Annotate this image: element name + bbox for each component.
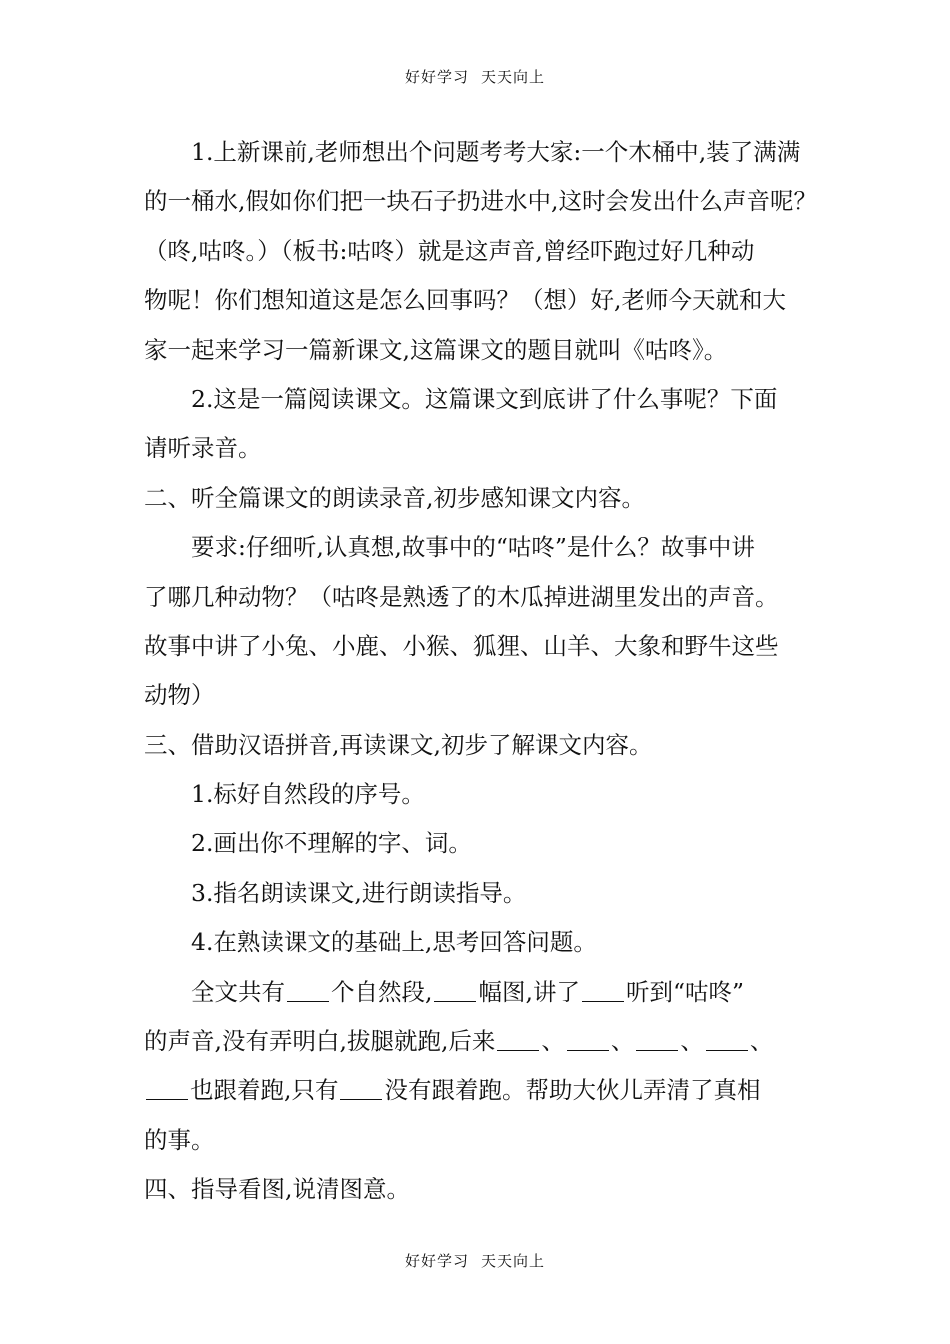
header-right-text: 天天向上	[481, 68, 546, 86]
fill-text: 、	[610, 1027, 635, 1056]
fill-text: 听到“咕咚”	[625, 977, 744, 1006]
answer-blank	[567, 1029, 609, 1051]
list-item: 1.标好自然段的序号。	[191, 780, 425, 809]
answer-blank	[340, 1078, 382, 1100]
paragraph-line: 请听录音。	[144, 434, 262, 463]
fill-text: 幅图,讲了	[478, 977, 580, 1006]
answer-blank	[434, 980, 476, 1002]
section-heading-4: 四、指导看图,说清图意。	[144, 1175, 410, 1204]
section-heading-2: 二、听全篇课文的朗读录音,初步感知课文内容。	[144, 483, 645, 512]
list-item: 3.指名朗读课文,进行朗读指导。	[191, 878, 527, 907]
answer-blank	[497, 1029, 539, 1051]
paragraph-line: 家一起来学习一篇新课文,这篇课文的题目就叫《咕咚》。	[144, 335, 728, 364]
paragraph-line: 的一桶水,假如你们把一块石子扔进水中,这时会发出什么声音呢？	[144, 187, 817, 216]
section-heading-3: 三、借助汉语拼音,再读课文,初步了解课文内容。	[144, 730, 653, 759]
fill-text: 也跟着跑,只有	[190, 1076, 339, 1105]
footer-right-text: 天天向上	[481, 1252, 546, 1270]
fill-text: 个自然段,	[331, 977, 433, 1006]
paragraph-line: 物呢！你们想知道这是怎么回事吗？（想）好,老师今天就和大	[144, 286, 786, 315]
fill-text: 、	[749, 1027, 774, 1056]
fill-text: 、	[541, 1027, 565, 1056]
fill-blank-line	[144, 968, 824, 1017]
page-header	[0, 66, 950, 87]
answer-blank	[636, 1029, 678, 1051]
paragraph-line: （咚,咕咚。）（板书:咕咚）就是这声音,曾经吓跑过好几种动	[144, 236, 755, 265]
paragraph-line: 要求:仔细听,认真想,故事中的“咕咚”是什么？故事中讲	[191, 533, 755, 562]
footer-left-text: 好好学习	[404, 1252, 469, 1270]
fill-text: 、	[680, 1027, 704, 1056]
fill-text: 全文共有	[191, 977, 285, 1006]
paragraph-line: 了哪几种动物？（咕咚是熟透了的木瓜掉进湖里发出的声音。	[144, 582, 779, 611]
answer-blank	[582, 980, 624, 1002]
list-item: 4.在熟读课文的基础上,思考回答问题。	[191, 928, 597, 957]
paragraph-line: 1.上新课前,老师想出个问题考考大家:一个木桶中,装了满满	[191, 138, 801, 166]
header-left-text: 好好学习	[404, 68, 469, 86]
paragraph-line: 的事。	[144, 1125, 215, 1154]
answer-blank	[706, 1029, 748, 1051]
page-footer	[0, 1250, 950, 1271]
fill-blank-line	[144, 1066, 824, 1115]
answer-blank	[287, 980, 329, 1002]
paragraph-line: 动物）	[144, 681, 215, 710]
document-body	[144, 128, 824, 1215]
list-item: 2.画出你不理解的字、词。	[191, 829, 472, 858]
fill-blank-line	[144, 1017, 824, 1066]
paragraph-line: 2.这是一篇阅读课文。这篇课文到底讲了什么事呢？下面	[191, 384, 778, 413]
paragraph-line: 故事中讲了小兔、小鹿、小猴、狐狸、山羊、大象和野牛这些	[144, 631, 779, 660]
fill-text: 没有跟着跑。帮助大伙儿弄清了真相	[384, 1076, 761, 1105]
answer-blank	[146, 1078, 188, 1100]
fill-text: 的声音,没有弄明白,拔腿就跑,后来	[144, 1027, 496, 1056]
